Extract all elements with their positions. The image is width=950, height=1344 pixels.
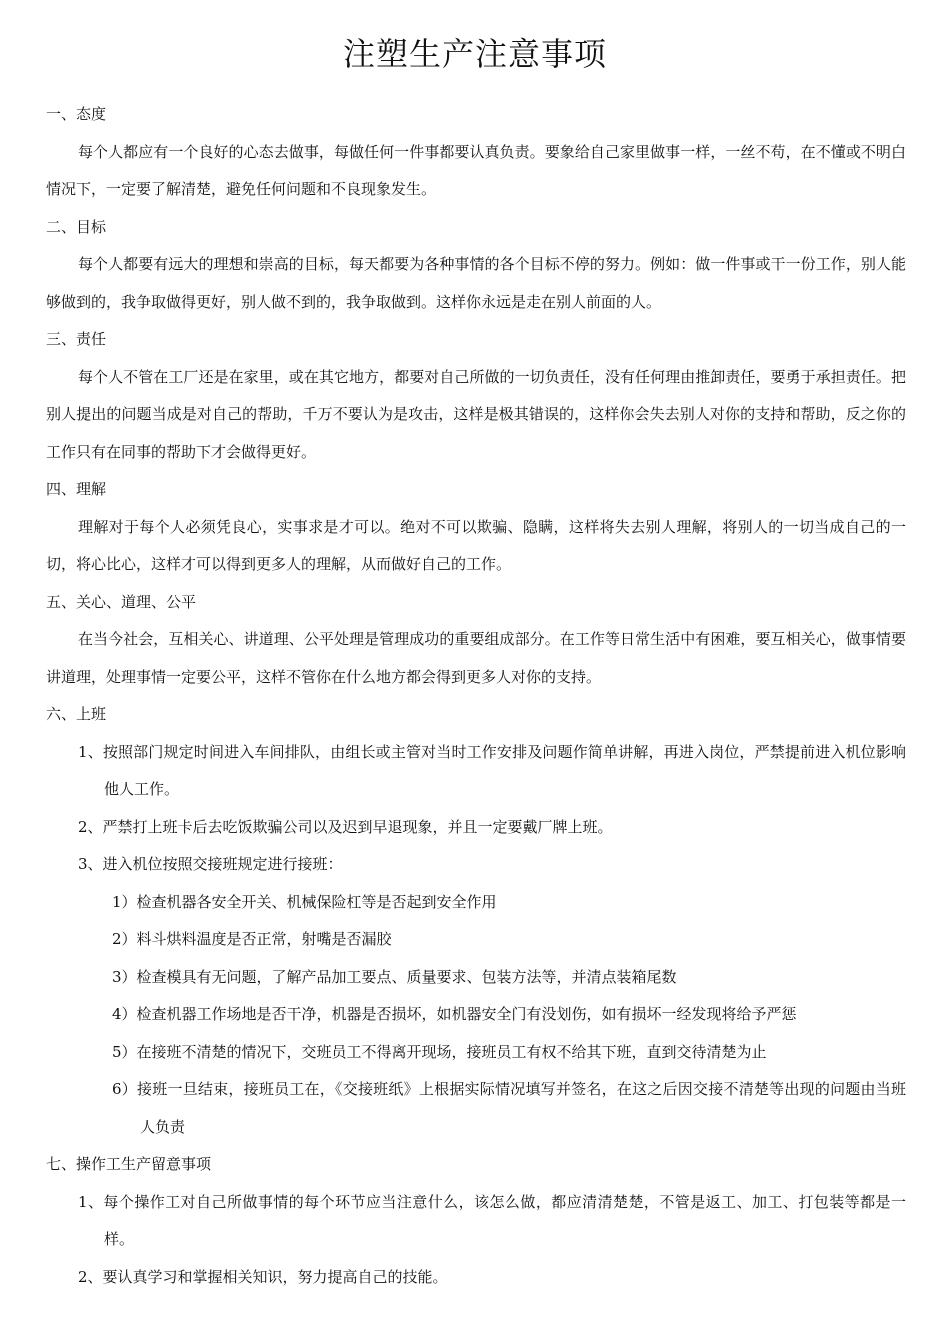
sub-list-item: 1）检查机器各安全开关、机械保险杠等是否起到安全作用: [112, 892, 497, 911]
section-heading-work-shift: 六、上班: [46, 705, 107, 723]
list-item: 2、严禁打上班卡后去吃饭欺骗公司以及迟到早退现象，并且一定要戴厂牌上班。: [78, 817, 613, 836]
sub-list-item: 6）接班一旦结束，接班员工在，《交接班纸》上根据实际情况填写并签名，在这之后因交接不清楚等出现的问题由当班人负责: [112, 1080, 906, 1136]
sub-list-item: 4）检查机器工作场地是否干净，机器是否损坏，如机器安全门有没划伤，如有损坏一经发现将给予严惩: [112, 1005, 797, 1023]
sub-list-item: 3）检查模具有无问题，了解产品加工要点、质量要求、包装方法等，并清点装箱尾数: [112, 967, 677, 986]
section-paragraph-attitude: 每个人都应有一个良好的心态去做事，每做任何一件事都要认真负责。要象给自己家里做事一样，一丝不苟，在不懂或不明白情况下，一定要了解清楚，避免任何问题和不良现象发生。: [46, 142, 906, 198]
section-heading-understanding: 四、理解: [46, 480, 107, 498]
list-item: 1、每个操作工对自己所做事情的每个环节应当注意什么，该怎么做，都应清清楚楚，不管是返工、加工、打包装等都是一样。: [78, 1192, 906, 1248]
section-heading-goal: 二、目标: [46, 217, 107, 236]
list-item: 1、按照部门规定时间进入车间排队，由组长或主管对当时工作安排及问题作简单讲解，再进入岗位，严禁提前进入机位影响他人工作。: [78, 742, 906, 798]
page-title: 注塑生产注意事项: [342, 35, 607, 73]
section-paragraph-understanding: 理解对于每个人必须凭良心，实事求是才可以。绝对不可以欺骗、隐瞒，这样将失去别人理解，将别人的一切当成自己的一切，将心比心，这样才可以得到更多人的理解，从而做好自己的工作。: [46, 517, 906, 573]
section-heading-attitude: 一、态度: [46, 105, 107, 123]
section-paragraph-care-reason-fairness: 在当今社会，互相关心、讲道理、公平处理是管理成功的重要组成部分。在工作等日常生活中有困难，要互相关心，做事情要讲道理，处理事情一定要公平，这样不管你在什么地方都会得到更多人对你的支持。: [46, 630, 906, 686]
sub-list-item: 2）料斗烘料温度是否正常，射嘴是否漏胶: [112, 930, 392, 948]
section-paragraph-responsibility: 每个人不管在工厂还是在家里，或在其它地方，都要对自己所做的一切负责任，没有任何理由推卸责任，要勇于承担责任。把别人提出的问题当成是对自己的帮助，千万不要认为是攻击，这样是极其错误的，这样你会失去别人对你的支持和帮助，反之你的工作只有在同事的帮助下才会做得更好。: [46, 367, 906, 461]
section-heading-care-reason-fairness: 五、关心、道理、公平: [46, 592, 197, 611]
section-heading-responsibility: 三、责任: [46, 330, 107, 348]
list-item: 2、要认真学习和掌握相关知识，努力提高自己的技能。: [78, 1267, 448, 1286]
list-item: 3、进入机位按照交接班规定进行接班：: [78, 855, 343, 873]
section-paragraph-goal: 每个人都要有远大的理想和崇高的目标，每天都要为各种事情的各个目标不停的努力。例如：做一件事或干一份工作，别人能够做到的，我争取做得更好，别人做不到的，我争取做到。这样你永远是走在别人前面的人。: [46, 255, 906, 311]
document-body: [46, 96, 906, 1296]
sub-list-item: 5）在接班不清楚的情况下，交班员工不得离开现场，接班员工有权不给其下班，直到交待清楚为止: [112, 1042, 767, 1061]
section-heading-operator-notes: 七、操作工生产留意事项: [46, 1155, 212, 1173]
